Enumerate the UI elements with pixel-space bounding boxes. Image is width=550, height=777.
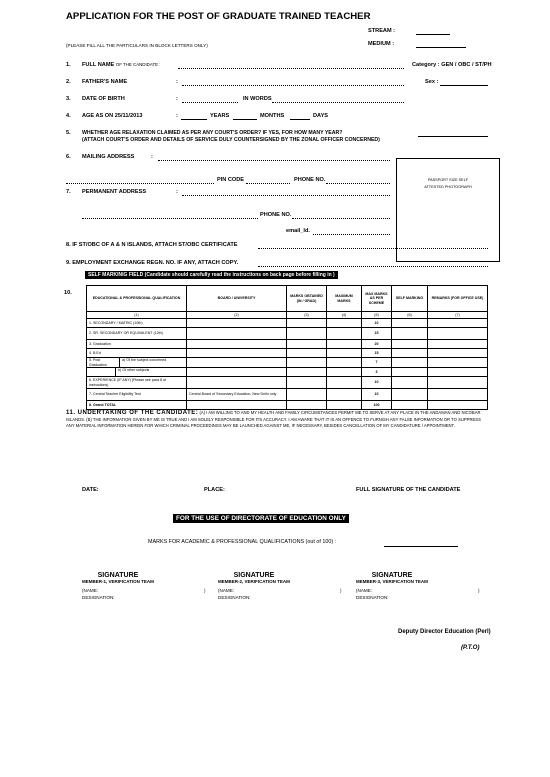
category-label: Category : GEN / OBC / ST/PH <box>412 62 492 68</box>
field-5-number: 5. <box>66 130 71 136</box>
table-row <box>87 319 488 328</box>
office-use-banner: FOR THE USE OF DIRECTORATE OF EDUCATION ONLY <box>173 514 349 523</box>
fathers-name-field[interactable] <box>182 85 404 86</box>
row-max: 10 <box>362 377 392 389</box>
place-label: PLACE: <box>204 487 225 493</box>
signature-title: SIGNATURE <box>371 572 413 579</box>
permanent-address-label: PERMANENT ADDRESS <box>82 189 147 195</box>
court-order-note: (ATTACH COURT'S ORDER AND DETAILS OF SERVICE DULY COUNTERSIGNED BY THE ZONAL OFFICER CONCERNED) <box>82 137 380 143</box>
dob-words-field[interactable] <box>272 102 404 103</box>
permanent-address-colon: : <box>176 189 178 195</box>
field-4-number: 4. <box>66 113 71 119</box>
employment-exchange-label: 9. EMPLOYMENT EXCHANGE REGN. NO. IF ANY, ATTACH COPY. <box>66 260 239 266</box>
field-1-number: 1. <box>66 62 71 68</box>
age-relaxation-field[interactable] <box>418 136 488 137</box>
table-row <box>87 368 488 377</box>
signature-block-1 <box>82 573 154 585</box>
table-row <box>87 377 488 389</box>
phone-label: PHONE NO. <box>294 177 326 183</box>
mailing-address-colon: : <box>151 154 153 160</box>
marks-line-label: MARKS FOR ACADEMIC & PROFESSIONAL QUALIFICATIONS (out of 100) : <box>148 539 337 545</box>
post-graduation-cell <box>87 368 187 377</box>
row-max: 10 <box>362 319 392 328</box>
date-label: DATE: <box>82 487 99 493</box>
age-days-field[interactable] <box>290 119 310 120</box>
signature-title: SIGNATURE <box>97 572 139 579</box>
row-label: 7. Central Teacher Eligibility Test <box>87 389 187 401</box>
row-label: 3. Graduation <box>87 340 187 349</box>
dob-colon: : <box>176 96 178 102</box>
signature-close-1: ) <box>204 588 206 593</box>
row-label: a) Of the subject concerned <box>122 358 167 362</box>
index-cell: (7) <box>428 312 488 319</box>
signature-designation-1: DESIGNATION: <box>82 595 115 600</box>
header-max-scheme: MAX MARKS AS PER SCHEME <box>362 286 392 312</box>
days-label: DAYS <box>313 113 329 119</box>
row-label: 4. B.Ed <box>87 349 187 358</box>
mailing-address-field[interactable] <box>158 160 390 161</box>
full-name-field[interactable] <box>178 68 404 69</box>
header-self-marking: SELF MARKING <box>392 286 428 312</box>
index-cell: (1) <box>87 312 187 319</box>
sex-label: Sex : <box>425 79 439 85</box>
table-header-row <box>87 286 488 312</box>
pin-code-label: PIN CODE <box>217 177 245 183</box>
row-max: 20 <box>362 340 392 349</box>
email-field[interactable] <box>313 234 390 235</box>
table-row <box>87 358 488 368</box>
candidate-signature-label: FULL SIGNATURE OF THE CANDIDATE <box>356 487 461 493</box>
field-3-number: 3. <box>66 96 71 102</box>
row-label: 6. EXPERIENCE (IF ANY) (Please see para 8 of instructions) <box>87 377 187 389</box>
header-remarks: REMARKS (FOR OFFICE USE) <box>428 286 488 312</box>
index-cell: (5) <box>362 312 392 319</box>
signature-title: SIGNATURE <box>233 572 275 579</box>
full-name-label: FULL NAME OF THE CANDIDATE : <box>82 62 161 68</box>
undertaking-block <box>66 410 490 430</box>
row-max: 10 <box>362 389 392 401</box>
self-marking-banner: SELF MARKINIG FIELD (Candidate should carefully read the instructions on back page before filling in ) <box>85 271 338 279</box>
signature-designation-3: DESIGNATION: <box>356 595 389 600</box>
field-6-number: 6. <box>66 154 71 160</box>
field-10-number: 10. <box>64 290 72 296</box>
age-colon: : <box>176 113 178 119</box>
index-cell: (2) <box>187 312 287 319</box>
index-row <box>87 312 488 319</box>
index-cell: (6) <box>392 312 428 319</box>
header-board: BOARD / UNIVERSITY <box>187 286 287 312</box>
email-label: email_Id. <box>286 228 310 234</box>
medium-field[interactable] <box>416 47 466 48</box>
signature-block-2 <box>218 573 290 585</box>
sex-field[interactable] <box>440 85 488 86</box>
age-years-field[interactable] <box>181 119 207 120</box>
row-board: Central Board of Secondary Education, New Delhi only <box>187 389 287 401</box>
header-maximum-marks: MAXIMUM MARKS <box>327 286 362 312</box>
header-qualification: EDUCATIONAL & PROFESSIONAL QUALIFICATION <box>87 286 187 312</box>
signature-member: MEMBER-1, VERIFICATION TEAM <box>82 579 154 584</box>
in-words-label: IN WORDS <box>243 96 272 102</box>
undertaking-text: (A) I AM WILLING TO AND MY HEALTH AND FAMILY CIRCUMSTANCES PERMIT ME TO SERVE AT ANY PLACE IN THE ANDAMAN AND NICOBAR ISLANDS. (B) THE INFORMATION GIVEN BY ME IS TRUE AND I AM SOLELY RESPONSIBLE FOR ITS ACCURACY. I AM AWARE THAT IT IS AN OFFENCE TO FURNISH ANY FALSE INFORMATION OR TO SUPPRESS ANY MATERIAL INFORMATION HEREIN FOR WHICH CRIMINAL PROCEEDINGS MAY BE LAUNCHED AGAINST ME, IF NECESSARY, BESIDES CANCELLATION OF MY CANDIDATURE / APPOINTMENT. <box>66 410 481 429</box>
age-relaxation-label: WHETHER AGE RELAXATION CLAIMED AS PER ANY COURT'S ORDER? IF YES, FOR HOW MANY YEAR? <box>82 130 343 136</box>
permanent-address-line-2[interactable] <box>82 218 258 219</box>
phone-field-2[interactable] <box>292 218 390 219</box>
page-title: APPLICATION FOR THE POST OF GRADUATE TRAINED TEACHER <box>66 11 371 22</box>
signature-name-2: (NAME: <box>218 588 235 593</box>
block-letters-note: (PLEASE FILL ALL THE PARTICULARS IN BLOCK LETTERS ONLY) <box>66 43 208 48</box>
undertaking-heading: 11. UNDERTAKING OF THE CANDIDATE: <box>66 410 199 416</box>
stream-label: STREAM : <box>368 28 396 34</box>
signature-designation-2: DESIGNATION: <box>218 595 251 600</box>
deputy-director-label: Deputy Director Education (Perl) <box>398 629 491 635</box>
mailing-address-line-2[interactable] <box>66 183 214 184</box>
mailing-address-label: MAILING ADDRESS <box>82 154 135 160</box>
signature-block-3 <box>356 573 428 585</box>
table-row <box>87 349 488 358</box>
signature-name-1: (NAME: <box>82 588 99 593</box>
row-max: 3 <box>362 368 392 377</box>
medium-label: MEDIUM : <box>368 41 395 47</box>
st-obc-field[interactable] <box>258 248 488 249</box>
pin-code-field[interactable] <box>246 183 290 184</box>
table-row <box>87 340 488 349</box>
marks-field[interactable] <box>384 546 458 547</box>
photo-caption-1: PASSPORT SIZE SELF <box>427 178 469 182</box>
signature-member: MEMBER-3, VERIFICATION TEAM <box>356 579 428 584</box>
fathers-name-colon: : <box>176 79 178 85</box>
st-obc-label: 8. IF ST/OBC OF A & N ISLANDS, ATTACH ST/OBC CERTIFICATE <box>66 242 238 248</box>
row-max: 100 <box>362 401 392 410</box>
dob-label: DATE OF BIRTH <box>82 96 125 102</box>
marks-table <box>86 285 488 410</box>
row-max: 7 <box>362 358 392 368</box>
months-label: MONTHS <box>260 113 285 119</box>
signature-member: MEMBER-2, VERIFICATION TEAM <box>218 579 290 584</box>
table-row <box>87 328 488 340</box>
stream-field[interactable] <box>416 34 450 35</box>
pto-label: (P.T.O) <box>461 645 480 651</box>
age-months-field[interactable] <box>233 119 257 120</box>
row-label: 1. SECONDARY / MATRIC (10th) <box>87 319 187 328</box>
permanent-address-field[interactable] <box>182 195 390 196</box>
row-label: 2. SR. SECONDARY OR EQUIVALENT (12th) <box>87 328 187 340</box>
photo-caption-2: ATTESTED PHOTOGRAPH <box>424 185 472 189</box>
row-label: 8. Grand TOTAL <box>87 401 187 410</box>
header-marks-obtained: MARKS OBTAINED (IN / GRAD) <box>287 286 327 312</box>
table-row <box>87 389 488 401</box>
fathers-name-label: FATHER'S NAME <box>82 79 128 85</box>
phone-label-2: PHONE NO. <box>260 212 292 218</box>
post-graduation-cell <box>87 358 187 368</box>
signature-name-3: (NAME: <box>356 588 373 593</box>
phone-field[interactable] <box>326 183 390 184</box>
row-max: 15 <box>362 328 392 340</box>
row-label: b) Of other subjects <box>118 368 150 373</box>
row-max: 15 <box>362 349 392 358</box>
index-cell: (4) <box>327 312 362 319</box>
age-label: AGE AS ON 25/11/2013 <box>82 113 143 119</box>
table-row <box>87 401 488 410</box>
signature-close-3: ) <box>478 588 480 593</box>
employment-exchange-field[interactable] <box>258 266 488 267</box>
post-graduation-label: 5. Post Graduation <box>87 358 120 367</box>
years-label: YEARS <box>210 113 230 119</box>
index-cell: (3) <box>287 312 327 319</box>
passport-photo-box[interactable] <box>396 158 500 262</box>
signature-close-2: ) <box>340 588 342 593</box>
dob-field[interactable] <box>182 102 238 103</box>
field-2-number: 2. <box>66 79 71 85</box>
field-7-number: 7. <box>66 189 71 195</box>
